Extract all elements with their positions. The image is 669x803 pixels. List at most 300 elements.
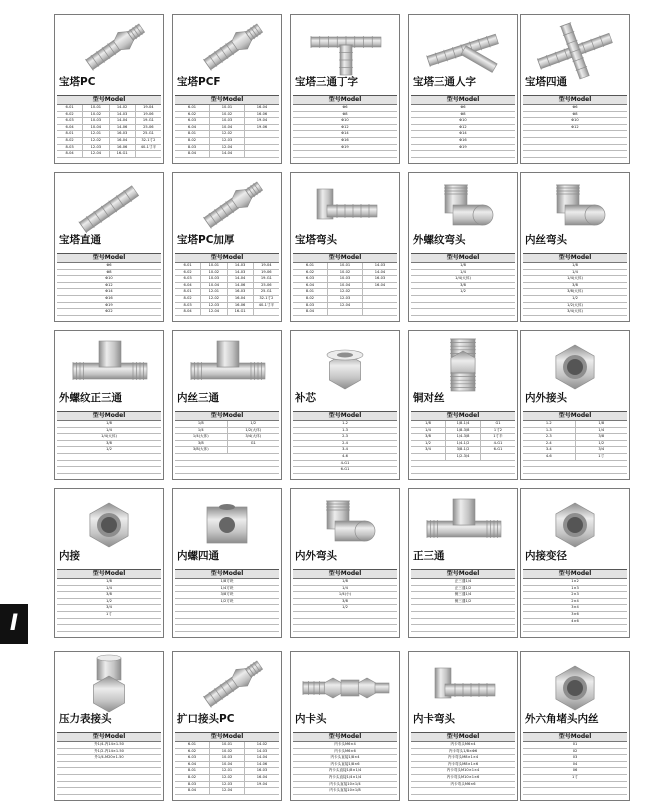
table-cell: 8-01 — [175, 131, 210, 137]
model-table — [411, 569, 515, 636]
table-row — [411, 145, 515, 152]
model-table-header: 型号Model — [411, 254, 515, 263]
table-cell: 6-03 — [175, 276, 201, 282]
table-cell: 3/4 — [411, 447, 446, 453]
table-cell: 2-3 — [523, 434, 576, 440]
table-row — [523, 112, 627, 119]
table-cell: 8-03 — [57, 145, 83, 151]
table-row — [523, 474, 627, 478]
table-cell: 14-03 — [228, 270, 254, 276]
table-row — [175, 742, 279, 749]
table-cell: 1/2 — [106, 447, 112, 452]
table-cell: 10-04 — [210, 762, 245, 768]
table-cell — [57, 619, 161, 625]
table-cell: 19-04 — [143, 105, 154, 109]
table-row — [57, 421, 161, 428]
table-row — [57, 795, 161, 799]
table-cell: Φ6 — [572, 105, 578, 109]
table-cell: 6-02 — [175, 270, 201, 276]
table-cell: 40-1寸半 — [140, 144, 157, 149]
product-name: 宝塔直通 — [59, 234, 101, 246]
table-cell: 40-1寸半 — [258, 302, 275, 307]
table-cell: 16-06 — [110, 145, 136, 151]
table-row — [411, 296, 515, 303]
product-name: 压力表接头 — [59, 713, 112, 725]
table-cell: 3/4 — [106, 605, 112, 610]
table-row — [411, 775, 515, 782]
table-row — [175, 474, 279, 478]
table-row — [175, 579, 279, 586]
model-table-header: 型号Model — [293, 96, 397, 105]
table-row — [175, 296, 279, 303]
table-row — [411, 105, 515, 112]
table-cell: 8-01 — [293, 289, 328, 295]
table-cell: 1/4(大体) — [175, 434, 228, 440]
table-cell: 1/8 — [106, 421, 112, 425]
page-marker: I — [0, 604, 28, 644]
table-row — [175, 605, 279, 612]
table-row — [293, 755, 397, 762]
table-cell — [523, 316, 627, 320]
table-cell — [57, 762, 161, 768]
table-row — [175, 447, 279, 454]
table-cell: Φ8 — [342, 111, 348, 116]
table-row — [523, 270, 627, 277]
table-cell — [175, 158, 279, 162]
table-row — [57, 474, 161, 478]
table-cell — [293, 612, 397, 618]
table-cell: 1-3 — [523, 428, 576, 434]
table-cell: 正三通1/2 — [454, 585, 472, 590]
table-cell: 1/4 — [342, 585, 348, 590]
product-name: 内卡头 — [295, 713, 327, 725]
table-cell: 12-03 — [328, 296, 363, 302]
table-cell — [523, 788, 627, 794]
table-cell: 6-04 — [175, 125, 210, 131]
table-cell: Φ8 — [460, 111, 466, 116]
table-cell: Φ12 — [105, 282, 113, 287]
table-row — [411, 303, 515, 310]
table-row — [57, 461, 161, 468]
table-row — [57, 599, 161, 606]
table-cell: 12-01 — [210, 768, 245, 774]
table-cell — [57, 775, 161, 781]
table-cell: 6-02 — [175, 112, 210, 118]
table-cell: 10-03 — [201, 276, 227, 282]
table-cell: 14-04 — [110, 118, 136, 124]
product-card — [290, 488, 400, 638]
product-name: 内外接头 — [525, 392, 567, 404]
table-cell: Φ12 — [459, 124, 467, 129]
table-cell: 外1/2-内14×1.50 — [94, 748, 124, 753]
table-cell: 6-02 — [293, 270, 328, 276]
table-cell — [411, 296, 515, 302]
product-card — [408, 14, 518, 164]
table-cell: 3/8 — [342, 598, 348, 603]
table-row — [411, 755, 515, 762]
table-row — [175, 270, 279, 277]
table-cell: 8-02 — [57, 138, 83, 144]
table-cell: 3-4 — [342, 447, 348, 452]
table-cell: 内卡弯头1/8×Φ6 — [448, 748, 478, 753]
product-name: 正三通 — [413, 550, 445, 562]
table-cell: 02 — [572, 748, 578, 753]
table-cell — [411, 454, 446, 460]
table-cell: 10-02 — [210, 749, 245, 755]
table-cell — [254, 309, 279, 315]
table-cell: 8-04 — [175, 309, 201, 315]
table-cell — [175, 454, 279, 460]
model-table — [175, 732, 279, 799]
table-cell: 3/4 — [598, 447, 605, 452]
table-cell: 10-04 — [210, 125, 245, 131]
table-cell: 16-G1 — [110, 151, 136, 157]
table-row — [57, 768, 161, 775]
table-cell: Φ6 — [342, 105, 348, 109]
product-name: 外六角堵头内丝 — [525, 713, 599, 725]
table-cell — [245, 138, 279, 144]
table-cell: 8-03 — [175, 145, 210, 151]
table-cell: 16-G1 — [228, 309, 254, 315]
table-cell: 1/4方块 — [220, 585, 234, 590]
product-name: 外螺纹正三通 — [59, 392, 122, 404]
table-cell — [481, 454, 515, 460]
table-cell — [293, 158, 397, 162]
model-table — [57, 253, 161, 320]
table-cell: 32-1寸2 — [259, 295, 274, 300]
table-cell — [523, 138, 627, 144]
table-row — [293, 316, 397, 320]
model-table — [57, 95, 161, 162]
table-cell: 19-06 — [261, 269, 272, 274]
table-row — [293, 125, 397, 132]
product-card — [290, 330, 400, 480]
table-row — [293, 263, 397, 270]
table-cell: 12-01 — [201, 289, 227, 295]
table-row — [523, 625, 627, 632]
model-table-header: 型号Model — [57, 733, 161, 742]
product-name: 宝塔PCF — [177, 76, 221, 88]
product-card — [520, 172, 630, 322]
model-table — [57, 732, 161, 799]
product-card — [172, 488, 282, 638]
table-row — [411, 428, 515, 435]
table-row — [411, 782, 515, 789]
table-row — [293, 795, 397, 799]
table-cell: Φ10 — [105, 276, 113, 281]
product-name: 宝塔弯头 — [295, 234, 337, 246]
table-row — [293, 309, 397, 316]
table-row — [523, 316, 627, 320]
table-row — [57, 447, 161, 454]
table-row — [523, 145, 627, 152]
table-cell: 16-03 — [256, 768, 268, 773]
model-table — [175, 411, 279, 478]
table-cell: Φ8 — [572, 111, 578, 116]
table-cell: 1/2 — [411, 441, 446, 447]
table-row — [523, 795, 627, 799]
product-name: 宝塔PC加厚 — [177, 234, 235, 246]
table-row — [57, 283, 161, 290]
table-row — [523, 263, 627, 270]
table-cell: 6-04 — [57, 125, 83, 131]
table-cell — [57, 788, 161, 794]
table-row — [293, 775, 397, 782]
table-cell: 1/2 — [572, 295, 578, 300]
table-row — [293, 762, 397, 769]
product-name: 内丝三通 — [177, 392, 219, 404]
table-row — [57, 612, 161, 619]
table-cell: 12-04 — [210, 145, 245, 151]
table-row — [293, 276, 397, 283]
table-cell: 6-G1 — [340, 467, 350, 472]
table-row — [175, 309, 279, 316]
table-cell — [57, 316, 161, 320]
table-row — [293, 579, 397, 586]
table-cell: Φ6 — [106, 263, 112, 267]
table-cell: 10-02 — [210, 112, 245, 118]
table-cell: 10-04 — [328, 283, 363, 289]
table-row — [411, 441, 515, 448]
table-cell: Φ19 — [105, 302, 113, 307]
table-cell: 1/4 — [411, 428, 446, 434]
table-row — [293, 461, 397, 468]
table-cell: 1-2 — [342, 421, 348, 425]
table-cell: 内卡头M6×4 — [334, 742, 356, 746]
model-table — [293, 411, 397, 478]
table-row — [523, 125, 627, 132]
table-cell: 6-01 — [175, 263, 201, 269]
table-cell: 16-04 — [256, 774, 268, 779]
table-cell — [411, 316, 515, 320]
table-cell: 1/8 — [572, 263, 578, 267]
table-row — [175, 125, 279, 132]
model-table-header: 型号Model — [175, 570, 279, 579]
table-row — [523, 434, 627, 441]
table-cell: 4-G1 — [340, 460, 350, 465]
table-cell: 03 — [572, 755, 578, 760]
table-cell — [293, 151, 397, 157]
model-table — [411, 95, 515, 162]
table-row — [523, 461, 627, 468]
table-cell: 1-3 — [342, 427, 348, 432]
table-cell: 4×6 — [571, 618, 579, 623]
table-cell: 8-01 — [175, 768, 210, 774]
table-row — [293, 612, 397, 619]
table-cell: 3/8方块 — [220, 592, 234, 597]
table-row — [523, 619, 627, 626]
table-row — [293, 296, 397, 303]
model-table — [411, 732, 515, 799]
product-card — [408, 172, 518, 322]
table-row — [523, 612, 627, 619]
table-cell: 6-01 — [175, 742, 210, 748]
table-row — [293, 151, 397, 158]
table-cell — [175, 461, 279, 467]
table-row — [411, 742, 515, 749]
table-cell: 14-02 — [110, 105, 136, 111]
model-table-header: 型号Model — [57, 254, 161, 263]
table-cell — [411, 632, 515, 636]
table-cell — [411, 605, 515, 611]
table-row — [293, 118, 397, 125]
table-cell: 12-03 — [83, 145, 109, 151]
table-cell: 6-04 — [175, 283, 201, 289]
table-row — [293, 112, 397, 119]
table-row — [523, 421, 627, 428]
table-row — [411, 151, 515, 158]
table-row — [57, 309, 161, 316]
table-row — [175, 118, 279, 125]
table-row — [175, 749, 279, 756]
table-cell: 25-G1 — [260, 289, 272, 294]
table-cell: 外1/4-内14×1.50 — [94, 742, 124, 746]
table-row — [523, 762, 627, 769]
table-cell: 16-03 — [110, 131, 136, 137]
table-row — [411, 605, 515, 612]
product-card — [408, 330, 518, 480]
table-cell: 10-02 — [83, 112, 109, 118]
table-cell: 14-06 — [110, 125, 136, 131]
table-cell: 3/8 — [106, 592, 112, 597]
table-cell: 10-03 — [83, 118, 109, 124]
table-row — [411, 454, 515, 461]
table-row — [411, 118, 515, 125]
table-row — [175, 151, 279, 158]
table-cell: 04 — [572, 761, 578, 766]
table-row — [411, 158, 515, 162]
table-cell: 12-02 — [210, 775, 245, 781]
table-cell: 3/8 — [598, 434, 605, 439]
table-cell: 1/2 — [460, 289, 466, 294]
table-cell: 4-6 — [342, 453, 348, 458]
table-row — [523, 755, 627, 762]
table-row — [411, 599, 515, 606]
product-card — [54, 488, 164, 638]
model-table-header: 型号Model — [411, 96, 515, 105]
table-row — [523, 283, 627, 290]
table-cell — [411, 309, 515, 315]
table-cell: 8-02 — [175, 775, 210, 781]
table-cell — [245, 131, 279, 137]
table-cell — [328, 309, 363, 315]
model-table-header: 型号Model — [293, 412, 397, 421]
table-row — [175, 467, 279, 474]
table-row — [411, 138, 515, 145]
table-row — [175, 612, 279, 619]
table-cell — [57, 768, 161, 774]
table-row — [57, 782, 161, 789]
table-row — [175, 138, 279, 145]
table-row — [175, 586, 279, 593]
table-cell: 1/4-3/8 — [446, 434, 481, 440]
table-row — [57, 112, 161, 119]
table-cell: 1-2 — [523, 421, 576, 427]
table-cell: 1/8 — [175, 421, 228, 427]
table-cell: Φ22 — [105, 309, 113, 314]
table-cell: Φ10 — [459, 118, 467, 123]
table-row — [523, 742, 627, 749]
table-row — [175, 454, 279, 461]
table-row — [523, 768, 627, 775]
table-cell: 8-04 — [175, 151, 210, 157]
table-cell: Φ14 — [341, 131, 349, 136]
table-cell: 内卡头直接10×1/8 — [329, 788, 361, 793]
table-row — [293, 625, 397, 632]
table-cell — [523, 151, 627, 157]
model-table — [293, 732, 397, 799]
table-row — [175, 316, 279, 320]
product-name: 宝塔三通人字 — [413, 76, 476, 88]
table-cell: 10-04 — [201, 283, 227, 289]
table-cell: 1/8-1/4 — [446, 421, 481, 427]
table-cell — [57, 467, 161, 473]
table-cell — [57, 632, 161, 636]
table-cell: 4-G1 — [493, 440, 503, 445]
table-cell — [57, 158, 161, 162]
table-row — [411, 579, 515, 586]
table-row — [57, 749, 161, 756]
table-cell: 16-04 — [228, 296, 254, 302]
table-cell: 8-02 — [293, 296, 328, 302]
table-cell: Φ6 — [460, 105, 466, 109]
table-cell: Φ16 — [105, 295, 113, 300]
table-row — [523, 303, 627, 310]
table-cell — [523, 782, 627, 788]
table-row — [57, 592, 161, 599]
table-cell: 1/4 — [572, 269, 578, 274]
product-card — [520, 488, 630, 638]
table-row — [57, 632, 161, 636]
table-cell: 3/8 — [572, 282, 578, 287]
table-cell: 14-04 — [374, 269, 386, 274]
model-table-header: 型号Model — [523, 570, 627, 579]
table-row — [293, 749, 397, 756]
table-cell — [523, 795, 627, 799]
model-table — [523, 732, 627, 799]
table-row — [523, 586, 627, 593]
table-row — [523, 447, 627, 454]
table-cell: 侧三通1/4 — [454, 592, 472, 597]
table-row — [523, 749, 627, 756]
table-cell: 8-04 — [175, 788, 210, 794]
model-table-header: 型号Model — [57, 570, 161, 579]
table-row — [57, 118, 161, 125]
table-row — [175, 145, 279, 152]
table-row — [293, 605, 397, 612]
table-row — [57, 158, 161, 162]
table-cell: Φ12 — [571, 124, 579, 129]
table-cell: 8-03 — [293, 303, 328, 309]
table-cell: 内卡弯头M6×4 — [450, 742, 476, 746]
model-table — [57, 411, 161, 478]
table-row — [523, 454, 627, 461]
table-cell: 6-03 — [175, 118, 210, 124]
table-row — [175, 795, 279, 799]
table-row — [523, 289, 627, 296]
product-name: 内螺四通 — [177, 550, 219, 562]
table-cell: 侧三通1/2 — [454, 598, 472, 603]
table-row — [175, 303, 279, 310]
table-cell: 1×3 — [571, 585, 579, 590]
table-cell: 10-01 — [328, 263, 363, 269]
table-row — [411, 421, 515, 428]
product-card — [172, 330, 282, 480]
table-cell: 内卡头直接10×1/4 — [329, 781, 361, 786]
table-cell: 2×4 — [571, 598, 579, 603]
product-name: 外螺纹弯头 — [413, 234, 466, 246]
table-cell: 内卡头直接1/8×4 — [330, 755, 360, 760]
